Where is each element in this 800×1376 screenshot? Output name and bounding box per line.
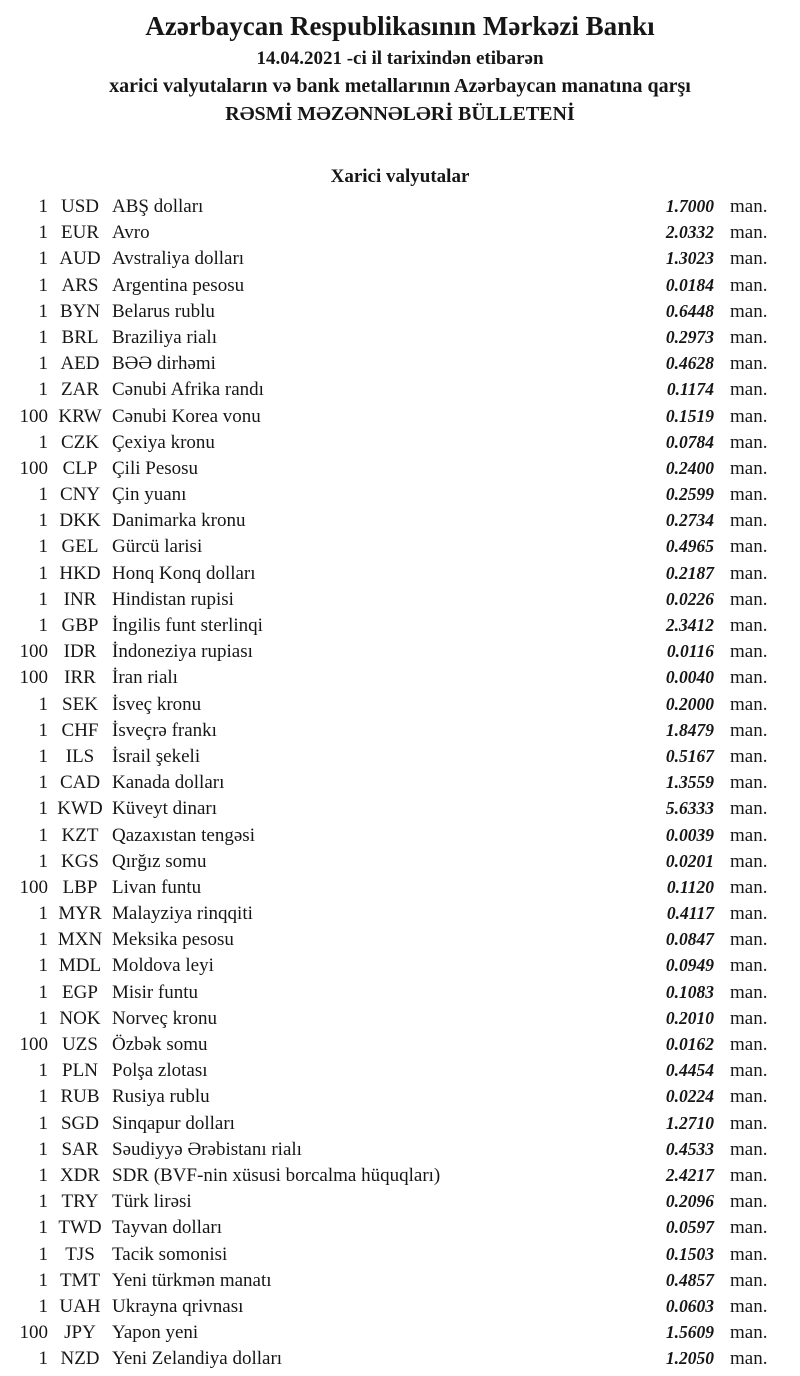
rate-value-cell: 1.5609 xyxy=(665,1322,714,1343)
rates-table xyxy=(0,196,800,1374)
quantity-cell: 1 xyxy=(38,222,48,244)
unit-cell: man. xyxy=(730,1164,768,1186)
unit-cell: man. xyxy=(730,981,768,1003)
currency-name-cell: Braziliya rialı xyxy=(112,326,217,348)
currency-name-cell: İsveç kronu xyxy=(112,693,202,715)
table-row xyxy=(0,955,768,981)
table-row xyxy=(0,1217,768,1243)
currency-code-cell: AUD xyxy=(59,248,101,270)
quantity-cell: 1 xyxy=(38,1060,48,1082)
currency-name-cell: Malayziya rinqqiti xyxy=(112,903,253,925)
currency-name-cell: Hindistan rupisi xyxy=(112,588,234,610)
quantity-cell: 1 xyxy=(38,1086,48,1108)
rate-value-cell: 0.5167 xyxy=(665,745,714,766)
table-row xyxy=(0,929,768,955)
currency-name-cell: Meksika pesosu xyxy=(112,929,234,951)
table-row xyxy=(0,301,768,327)
currency-code-cell: MYR xyxy=(58,903,102,925)
rate-value-cell: 0.6448 xyxy=(665,300,714,321)
table-row xyxy=(0,327,768,353)
currency-code-cell: PLN xyxy=(62,1060,98,1082)
unit-cell: man. xyxy=(730,798,768,820)
rate-value-cell: 0.2734 xyxy=(665,510,714,531)
unit-cell: man. xyxy=(730,745,768,767)
currency-code-cell: GEL xyxy=(61,536,99,558)
quantity-cell: 1 xyxy=(38,248,48,270)
effective-date-line: 14.04.2021 -ci il tarixindən etibarən xyxy=(256,48,544,69)
currency-code-cell: NOK xyxy=(59,1007,101,1029)
table-row xyxy=(0,982,768,1008)
table-row xyxy=(0,1165,768,1191)
rate-value-cell: 0.4857 xyxy=(665,1269,714,1290)
unit-cell: man. xyxy=(730,876,768,898)
currency-code-cell: TRY xyxy=(61,1191,99,1213)
currency-code-cell: SGD xyxy=(60,1112,99,1134)
quantity-cell: 1 xyxy=(38,693,48,715)
quantity-cell: 1 xyxy=(38,824,48,846)
currency-name-cell: Kanada dolları xyxy=(112,772,225,794)
currency-name-cell: İngilis funt sterlinqi xyxy=(112,615,263,636)
unit-cell: man. xyxy=(730,1243,768,1265)
currency-code-cell: KGS xyxy=(60,850,99,872)
currency-name-cell: Gürcü larisi xyxy=(112,536,203,558)
currency-code-cell: CHF xyxy=(61,719,99,741)
currency-code-cell: MXN xyxy=(57,929,103,951)
table-row xyxy=(0,248,768,274)
quantity-cell: 100 xyxy=(19,667,48,689)
rate-value-cell: 0.1503 xyxy=(665,1243,714,1264)
rate-value-cell: 0.2000 xyxy=(665,693,714,714)
quantity-cell: 1 xyxy=(38,850,48,872)
quantity-cell: 1 xyxy=(38,1348,48,1370)
currency-code-cell: IRR xyxy=(64,667,96,689)
rate-value-cell: 2.3412 xyxy=(665,615,714,635)
table-row xyxy=(0,458,768,484)
table-row xyxy=(0,1270,768,1296)
unit-cell: man. xyxy=(730,955,768,977)
currency-name-cell: İsrail şekeli xyxy=(112,745,201,767)
unit-cell: man. xyxy=(730,1007,768,1029)
rate-value-cell: 0.0597 xyxy=(665,1217,714,1238)
unit-cell: man. xyxy=(730,274,768,296)
rate-value-cell: 1.2050 xyxy=(665,1348,714,1369)
quantity-cell: 1 xyxy=(38,745,48,767)
currency-code-cell: TJS xyxy=(65,1243,95,1265)
rate-value-cell: 0.1519 xyxy=(665,405,714,426)
table-row xyxy=(0,825,768,851)
quantity-cell: 1 xyxy=(38,300,48,322)
table-row xyxy=(0,1034,768,1060)
rate-value-cell: 1.2710 xyxy=(665,1112,714,1133)
currency-name-cell: Honq Konq dolları xyxy=(112,562,256,584)
rate-value-cell: 0.0603 xyxy=(665,1295,714,1316)
unit-cell: man. xyxy=(730,196,768,217)
rate-value-cell: 0.0847 xyxy=(665,929,714,950)
rate-value-cell: 0.1120 xyxy=(666,876,714,897)
currency-code-cell: TMT xyxy=(59,1269,101,1291)
rate-value-cell: 1.7000 xyxy=(665,196,714,216)
unit-cell: man. xyxy=(730,1138,768,1160)
rate-value-cell: 0.2096 xyxy=(665,1191,714,1212)
currency-name-cell: Yapon yeni xyxy=(112,1322,199,1344)
rate-value-cell: 2.0332 xyxy=(665,222,714,243)
rate-value-cell: 0.1083 xyxy=(665,981,714,1002)
unit-cell: man. xyxy=(730,457,768,479)
currency-name-cell: Çexiya kronu xyxy=(112,431,215,453)
currency-code-cell: IDR xyxy=(63,641,97,663)
unit-cell: man. xyxy=(730,379,768,401)
table-row xyxy=(0,772,768,798)
rate-value-cell: 0.4454 xyxy=(665,1060,714,1081)
unit-cell: man. xyxy=(730,1217,768,1239)
rate-value-cell: 0.0224 xyxy=(665,1086,714,1107)
table-row xyxy=(0,510,768,536)
unit-cell: man. xyxy=(730,1060,768,1082)
quantity-cell: 1 xyxy=(38,510,48,532)
unit-cell: man. xyxy=(730,719,768,741)
table-row xyxy=(0,1322,768,1348)
table-row xyxy=(0,746,768,772)
currency-code-cell: EGP xyxy=(62,981,98,1003)
rate-value-cell: 1.8479 xyxy=(665,719,714,740)
quantity-cell: 1 xyxy=(38,1191,48,1213)
unit-cell: man. xyxy=(730,1269,768,1291)
table-row xyxy=(0,798,768,824)
quantity-cell: 1 xyxy=(38,536,48,558)
currency-code-cell: ILS xyxy=(65,745,95,767)
currency-code-cell: HKD xyxy=(59,562,101,584)
rate-value-cell: 0.0039 xyxy=(665,824,714,845)
rate-value-cell: 0.2973 xyxy=(665,326,714,347)
unit-cell: man. xyxy=(730,536,768,558)
unit-cell: man. xyxy=(730,562,768,584)
quantity-cell: 1 xyxy=(38,196,48,217)
rate-value-cell: 0.0184 xyxy=(665,274,714,295)
currency-code-cell: ARS xyxy=(61,274,99,296)
rate-value-cell: 0.0784 xyxy=(665,431,714,452)
currency-code-cell: BYN xyxy=(59,300,101,322)
table-row xyxy=(0,1008,768,1034)
currency-name-cell: Norveç kronu xyxy=(112,1007,217,1029)
unit-cell: man. xyxy=(730,1112,768,1134)
currency-name-cell: Avro xyxy=(112,222,150,244)
currency-code-cell: INR xyxy=(63,588,97,610)
currency-name-cell: Sinqapur dolları xyxy=(112,1112,235,1134)
currency-name-cell: Danimarka kronu xyxy=(112,510,246,532)
currency-code-cell: AED xyxy=(60,353,100,375)
currency-name-cell: Polşa zlotası xyxy=(112,1060,208,1082)
rate-value-cell: 0.4965 xyxy=(665,536,714,557)
currency-code-cell: BRL xyxy=(61,326,99,348)
currency-code-cell: TWD xyxy=(58,1217,102,1239)
table-row xyxy=(0,1191,768,1217)
quantity-cell: 100 xyxy=(19,641,48,663)
currency-name-cell: Çili Pesosu xyxy=(112,457,199,479)
table-row xyxy=(0,851,768,877)
currency-name-cell: Argentina pesosu xyxy=(112,274,245,296)
unit-cell: man. xyxy=(730,405,768,427)
table-row xyxy=(0,641,768,667)
table-row xyxy=(0,694,768,720)
currency-code-cell: GBP xyxy=(61,615,99,636)
rate-value-cell: 0.0201 xyxy=(665,850,714,871)
quantity-cell: 1 xyxy=(38,484,48,506)
currency-code-cell: CLP xyxy=(62,457,98,479)
unit-cell: man. xyxy=(730,248,768,270)
currency-name-cell: Moldova leyi xyxy=(112,955,214,977)
currency-code-cell: KRW xyxy=(58,405,102,427)
quantity-cell: 1 xyxy=(38,1217,48,1239)
table-row xyxy=(0,1060,768,1086)
quantity-cell: 1 xyxy=(38,588,48,610)
currency-name-cell: ABŞ dolları xyxy=(112,196,204,217)
unit-cell: man. xyxy=(730,929,768,951)
quantity-cell: 1 xyxy=(38,1243,48,1265)
quantity-cell: 100 xyxy=(19,1034,48,1055)
quantity-cell: 100 xyxy=(19,876,48,898)
quantity-cell: 1 xyxy=(38,955,48,977)
currency-name-cell: Cənubi Afrika randı xyxy=(112,379,264,401)
currency-code-cell: CNY xyxy=(59,484,101,506)
table-row xyxy=(0,379,768,405)
currency-name-cell: İsveçrə frankı xyxy=(112,719,217,741)
quantity-cell: 100 xyxy=(19,1322,48,1344)
table-row xyxy=(0,903,768,929)
currency-name-cell: Livan funtu xyxy=(112,876,202,898)
rate-value-cell: 0.0040 xyxy=(665,667,714,688)
currency-code-cell: CAD xyxy=(59,772,101,794)
currency-code-cell: SEK xyxy=(62,693,98,715)
quantity-cell: 1 xyxy=(38,615,48,636)
currency-name-cell: Belarus rublu xyxy=(112,300,215,322)
quantity-cell: 1 xyxy=(38,981,48,1003)
unit-cell: man. xyxy=(730,588,768,610)
quantity-cell: 1 xyxy=(38,1007,48,1029)
table-row xyxy=(0,1139,768,1165)
currency-name-cell: İran rialı xyxy=(112,667,178,689)
rate-value-cell: 1.3559 xyxy=(665,772,714,793)
currency-code-cell: RUB xyxy=(60,1086,100,1108)
quantity-cell: 1 xyxy=(38,431,48,453)
unit-cell: man. xyxy=(730,1086,768,1108)
quantity-cell: 1 xyxy=(38,929,48,951)
rate-value-cell: 0.2010 xyxy=(665,1007,714,1028)
rate-value-cell: 1.3023 xyxy=(665,248,714,269)
currency-name-cell: Küveyt dinarı xyxy=(112,798,218,820)
table-row xyxy=(0,536,768,562)
currency-name-cell: Rusiya rublu xyxy=(112,1086,210,1108)
currency-name-cell: Türk lirəsi xyxy=(112,1191,192,1213)
unit-cell: man. xyxy=(730,222,768,244)
currency-code-cell: USD xyxy=(60,196,99,217)
quantity-cell: 1 xyxy=(38,1295,48,1317)
currency-code-cell: KZT xyxy=(61,824,99,846)
currency-name-cell: Yeni türkmən manatı xyxy=(112,1269,272,1291)
unit-cell: man. xyxy=(730,431,768,453)
rate-value-cell: 0.4533 xyxy=(665,1138,714,1159)
quantity-cell: 1 xyxy=(38,1112,48,1134)
unit-cell: man. xyxy=(730,353,768,375)
table-row xyxy=(0,1113,768,1139)
currency-name-cell: Çin yuanı xyxy=(112,484,187,506)
quantity-cell: 100 xyxy=(19,405,48,427)
currency-name-cell: Tayvan dolları xyxy=(112,1217,222,1239)
currency-code-cell: ZAR xyxy=(61,379,99,401)
rate-value-cell: 0.0116 xyxy=(666,641,714,662)
quantity-cell: 1 xyxy=(38,1138,48,1160)
table-row xyxy=(0,1296,768,1322)
table-row xyxy=(0,1086,768,1112)
currency-code-cell: DKK xyxy=(59,510,101,532)
currency-name-cell: Qırğız somu xyxy=(112,850,207,872)
unit-cell: man. xyxy=(730,667,768,689)
table-row xyxy=(0,1244,768,1270)
section-title-foreign-currencies: Xarici valyutalar xyxy=(330,166,470,187)
unit-cell: man. xyxy=(730,1348,768,1370)
unit-cell: man. xyxy=(730,693,768,715)
currency-code-cell: CZK xyxy=(61,431,99,453)
currency-code-cell: UAH xyxy=(59,1295,101,1317)
quantity-cell: 1 xyxy=(38,353,48,375)
table-row xyxy=(0,222,768,248)
bulletin-title-line: RƏSMİ MƏZƏNNƏLƏRİ BÜLLETENİ xyxy=(225,103,575,125)
currency-code-cell: LBP xyxy=(62,876,98,898)
currency-name-cell: Cənubi Korea vonu xyxy=(112,405,261,427)
page-title: Azərbaycan Respublikasının Mərkəzi Bankı xyxy=(145,11,655,41)
currency-code-cell: MDL xyxy=(58,955,102,977)
unit-cell: man. xyxy=(730,1034,768,1055)
table-row xyxy=(0,589,768,615)
quantity-cell: 1 xyxy=(38,274,48,296)
currency-name-cell: Səudiyyə Ərəbistanı rialı xyxy=(112,1138,302,1160)
currency-name-cell: BƏƏ dirhəmi xyxy=(112,353,216,375)
currency-code-cell: UZS xyxy=(62,1034,98,1055)
subtitle-line: xarici valyutaların və bank metallarının Azərbaycan manatına qarşı xyxy=(109,75,691,97)
quantity-cell: 1 xyxy=(38,326,48,348)
currency-name-cell: İndoneziya rupiası xyxy=(112,641,253,663)
unit-cell: man. xyxy=(730,1322,768,1344)
table-row xyxy=(0,484,768,510)
table-row xyxy=(0,720,768,746)
unit-cell: man. xyxy=(730,1191,768,1213)
quantity-cell: 1 xyxy=(38,719,48,741)
quantity-cell: 1 xyxy=(38,798,48,820)
quantity-cell: 1 xyxy=(38,379,48,401)
table-row xyxy=(0,406,768,432)
unit-cell: man. xyxy=(730,824,768,846)
quantity-cell: 1 xyxy=(38,562,48,584)
rate-value-cell: 0.2400 xyxy=(665,457,714,478)
rate-value-cell: 0.2599 xyxy=(665,484,714,505)
currency-name-cell: Qazaxıstan tengəsi xyxy=(112,824,255,846)
unit-cell: man. xyxy=(730,903,768,925)
quantity-cell: 1 xyxy=(38,903,48,925)
unit-cell: man. xyxy=(730,641,768,663)
currency-code-cell: SAR xyxy=(61,1138,99,1160)
quantity-cell: 1 xyxy=(38,1164,48,1186)
table-row xyxy=(0,877,768,903)
currency-code-cell: JPY xyxy=(64,1322,96,1344)
rate-value-cell: 5.6333 xyxy=(665,798,714,819)
table-row xyxy=(0,563,768,589)
currency-code-cell: XDR xyxy=(59,1164,101,1186)
table-row xyxy=(0,275,768,301)
currency-name-cell: Yeni Zelandiya dolları xyxy=(112,1348,283,1370)
rate-value-cell: 0.0226 xyxy=(665,588,714,609)
rate-value-cell: 2.4217 xyxy=(665,1164,714,1185)
unit-cell: man. xyxy=(730,850,768,872)
rate-value-cell: 0.0162 xyxy=(665,1034,714,1054)
bulletin-header xyxy=(0,0,800,127)
rate-value-cell: 0.0949 xyxy=(665,955,714,976)
rate-value-cell: 0.1174 xyxy=(666,379,714,400)
quantity-cell: 100 xyxy=(19,457,48,479)
unit-cell: man. xyxy=(730,615,768,636)
rate-value-cell: 0.4117 xyxy=(666,903,714,924)
unit-cell: man. xyxy=(730,326,768,348)
table-row xyxy=(0,432,768,458)
rate-value-cell: 0.2187 xyxy=(665,562,714,583)
currency-name-cell: Ukrayna qrivnası xyxy=(112,1295,244,1317)
currency-name-cell: Avstraliya dolları xyxy=(112,248,245,270)
table-row xyxy=(0,1348,768,1374)
currency-name-cell: Misir funtu xyxy=(112,981,199,1003)
unit-cell: man. xyxy=(730,300,768,322)
currency-code-cell: EUR xyxy=(61,222,99,244)
rate-value-cell: 0.4628 xyxy=(665,353,714,374)
currency-name-cell: SDR (BVF-nin xüsusi borcalma hüquqları) xyxy=(112,1164,441,1186)
currency-code-cell: KWD xyxy=(57,798,103,820)
quantity-cell: 1 xyxy=(38,772,48,794)
unit-cell: man. xyxy=(730,510,768,532)
currency-name-cell: Tacik somonisi xyxy=(112,1243,228,1265)
table-row xyxy=(0,615,768,641)
unit-cell: man. xyxy=(730,1295,768,1317)
currency-name-cell: Özbək somu xyxy=(112,1034,208,1055)
currency-code-cell: NZD xyxy=(60,1348,100,1370)
quantity-cell: 1 xyxy=(38,1269,48,1291)
unit-cell: man. xyxy=(730,772,768,794)
table-row xyxy=(0,667,768,693)
unit-cell: man. xyxy=(730,484,768,506)
table-row xyxy=(0,353,768,379)
table-row xyxy=(0,196,768,222)
